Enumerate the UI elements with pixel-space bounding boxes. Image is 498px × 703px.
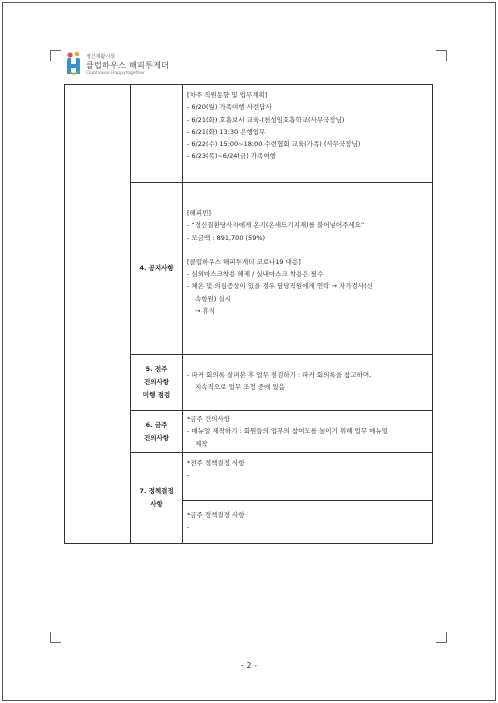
notice-content — [183, 183, 433, 355]
crop-mark — [436, 50, 447, 61]
page-number: - 2 - — [241, 661, 257, 670]
logo-org-name: 클럽하우스 해피투게더 — [86, 61, 170, 70]
content-line: - 파커 회의록 살펴본 후 업무 점검하기 : 파커 회의록을 참고하며, — [187, 371, 372, 379]
schedule-content — [183, 85, 433, 183]
notice-line: → 휴식 — [195, 307, 216, 316]
label-line: 사항 — [150, 500, 163, 508]
notice-line: - 체온 및 의심증상이 있을 경우 담당직원에게 연락 → 자가검사(신 — [187, 282, 373, 291]
label-line: 7. 정책결정 — [139, 487, 174, 495]
schedule-line: - 6/22(수) 15:00~18:00 수련협회 교육(가족) (사무국장님) — [187, 140, 361, 149]
schedule-line: - 6/23(목)~6/24(금) 가족여행 — [187, 152, 276, 161]
prev-week-suggestion-label — [131, 355, 183, 411]
this-week-suggestion-content — [183, 411, 433, 453]
notice-line: - 모금액 : 891,700 (59%) — [187, 233, 266, 242]
crop-mark — [436, 632, 447, 643]
notice-line: 속항원) 실시 — [195, 294, 231, 303]
content-line: 지속적으로 업무 조정 중에 있음 — [195, 383, 285, 392]
label-line: 미행 점검 — [142, 391, 171, 399]
notice-line: [클럽하우스 해피투게더 코로나19 대응] — [187, 257, 301, 266]
content-line: *전주 정책결정 사항 — [187, 459, 245, 467]
content-line: - — [187, 471, 190, 480]
content-line: *금주 건의사항 — [187, 415, 230, 423]
label-line: 건의사항 — [143, 378, 170, 386]
content-line: - 매뉴얼 제작하기 : 회원들의 업무의 참여도를 높이기 위해 업무 매뉴얼 — [187, 427, 389, 436]
label-line: 6. 금주 — [145, 420, 168, 429]
schedule-line: - 6/20(월) 가족여행 사전답사 — [187, 103, 272, 112]
notice-line: - “정신질환당사자에게 온기(온새드기지재)를 불어넣어주세요” — [187, 221, 365, 230]
policy-decision-label — [131, 453, 183, 544]
label-line: 5. 전주 — [145, 365, 168, 373]
notice-label: 4. 공지사항 — [131, 183, 183, 355]
crop-mark — [50, 632, 61, 643]
content-line: 제작 — [195, 439, 208, 448]
notice-line: - 실외마스크착용 해제 / 실내마스크 착용은 필수 — [187, 270, 324, 279]
schedule-line: [차주 직원동향 및 업무계획] — [187, 91, 268, 99]
prev-policy-block — [183, 453, 432, 500]
logo-mark-icon — [64, 50, 84, 76]
schedule-line: - 6/21(화) 13:30 은행업무 — [187, 127, 266, 136]
logo-org-small: 정신재활시설 — [86, 54, 115, 60]
left-column-cell — [65, 85, 131, 544]
curr-policy-block — [183, 500, 432, 536]
schedule-line: - 6/21(화) 호흡보서 교육-(천성임호흡학교(사무국장님) — [187, 115, 345, 124]
policy-decision-content — [183, 453, 433, 544]
prev-week-suggestion-content — [183, 355, 433, 411]
crop-mark — [50, 50, 61, 61]
notice-line — [187, 244, 429, 256]
label-line: 건의사항 — [143, 433, 170, 442]
logo-org-english: Clubhouse Happytogether — [86, 71, 145, 76]
notice-line: [해피빈] — [187, 209, 211, 217]
schedule-label-cell — [131, 85, 183, 183]
this-week-suggestion-label — [131, 411, 183, 453]
content-line: - — [187, 523, 190, 532]
content-line: *금주 정책결정 사항 — [187, 511, 245, 519]
report-table — [64, 84, 433, 544]
